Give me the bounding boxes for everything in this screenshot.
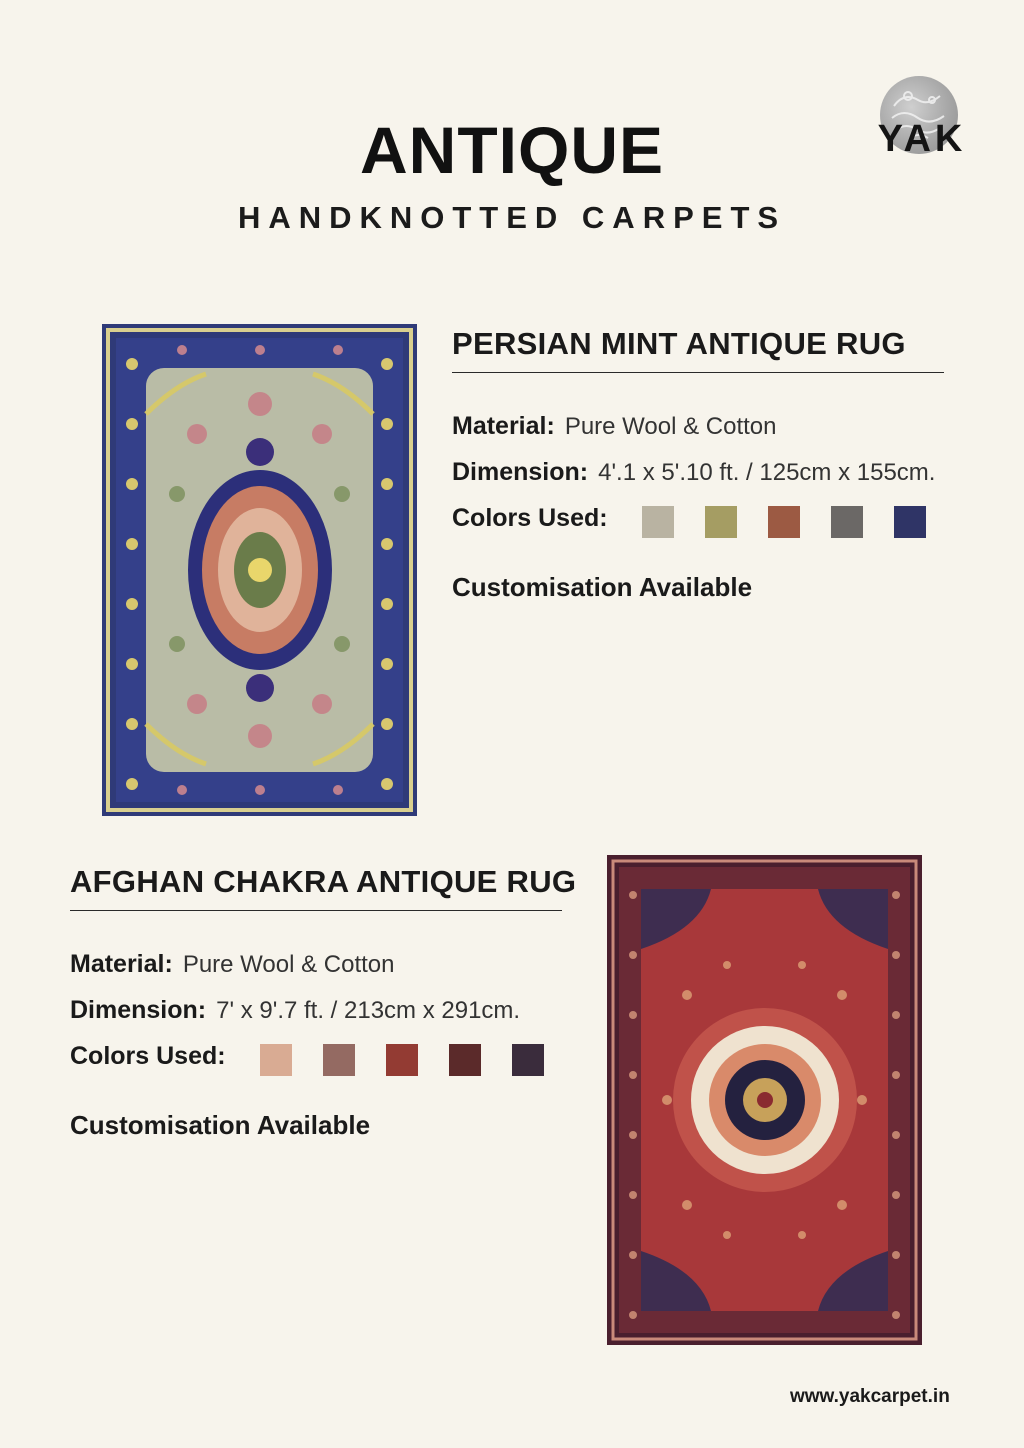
material-value: Pure Wool & Cotton bbox=[564, 413, 777, 440]
color-swatch bbox=[449, 1044, 481, 1076]
color-swatches bbox=[642, 506, 926, 538]
persian-mint-rug-image bbox=[102, 324, 417, 816]
colors-spec bbox=[452, 504, 608, 533]
material-label: Material: bbox=[70, 950, 173, 978]
color-swatch bbox=[386, 1044, 418, 1076]
website-url: www.yakcarpet.in bbox=[790, 1386, 950, 1407]
material-spec bbox=[70, 950, 394, 979]
color-swatch bbox=[894, 506, 926, 538]
product-name: AFGHAN CHAKRA ANTIQUE RUG bbox=[70, 864, 562, 911]
material-value: Pure Wool & Cotton bbox=[182, 951, 395, 978]
color-swatch bbox=[642, 506, 674, 538]
dimension-value: 4'.1 x 5'.10 ft. / 125cm x 155cm. bbox=[598, 459, 936, 486]
color-swatches bbox=[260, 1044, 544, 1076]
color-swatch bbox=[512, 1044, 544, 1076]
afghan-chakra-rug-image bbox=[607, 855, 922, 1345]
page-subtitle: HANDKNOTTED CARPETS bbox=[237, 200, 787, 235]
page-title: ANTIQUE bbox=[360, 113, 664, 187]
colors-label: Colors Used: bbox=[452, 504, 608, 532]
color-swatch bbox=[705, 506, 737, 538]
dimension-spec bbox=[70, 996, 520, 1025]
material-label: Material: bbox=[452, 412, 555, 440]
dimension-spec bbox=[452, 458, 935, 487]
color-swatch bbox=[831, 506, 863, 538]
afghan-chakra-product-info bbox=[70, 864, 577, 1140]
customisation-note: Customisation Available bbox=[452, 572, 753, 602]
color-swatch bbox=[260, 1044, 292, 1076]
colors-spec bbox=[70, 1042, 226, 1071]
logo-text: YAK bbox=[877, 118, 967, 160]
product-name: PERSIAN MINT ANTIQUE RUG bbox=[452, 326, 944, 373]
persian-mint-product-info bbox=[452, 326, 944, 602]
customisation-note: Customisation Available bbox=[70, 1110, 371, 1140]
dimension-value: 7' x 9'.7 ft. / 213cm x 291cm. bbox=[216, 997, 521, 1024]
dimension-label: Dimension: bbox=[452, 458, 589, 486]
color-swatch bbox=[768, 506, 800, 538]
color-swatch bbox=[323, 1044, 355, 1076]
yak-logo bbox=[862, 74, 982, 164]
colors-label: Colors Used: bbox=[70, 1042, 226, 1070]
material-spec bbox=[452, 412, 776, 441]
dimension-label: Dimension: bbox=[70, 996, 207, 1024]
